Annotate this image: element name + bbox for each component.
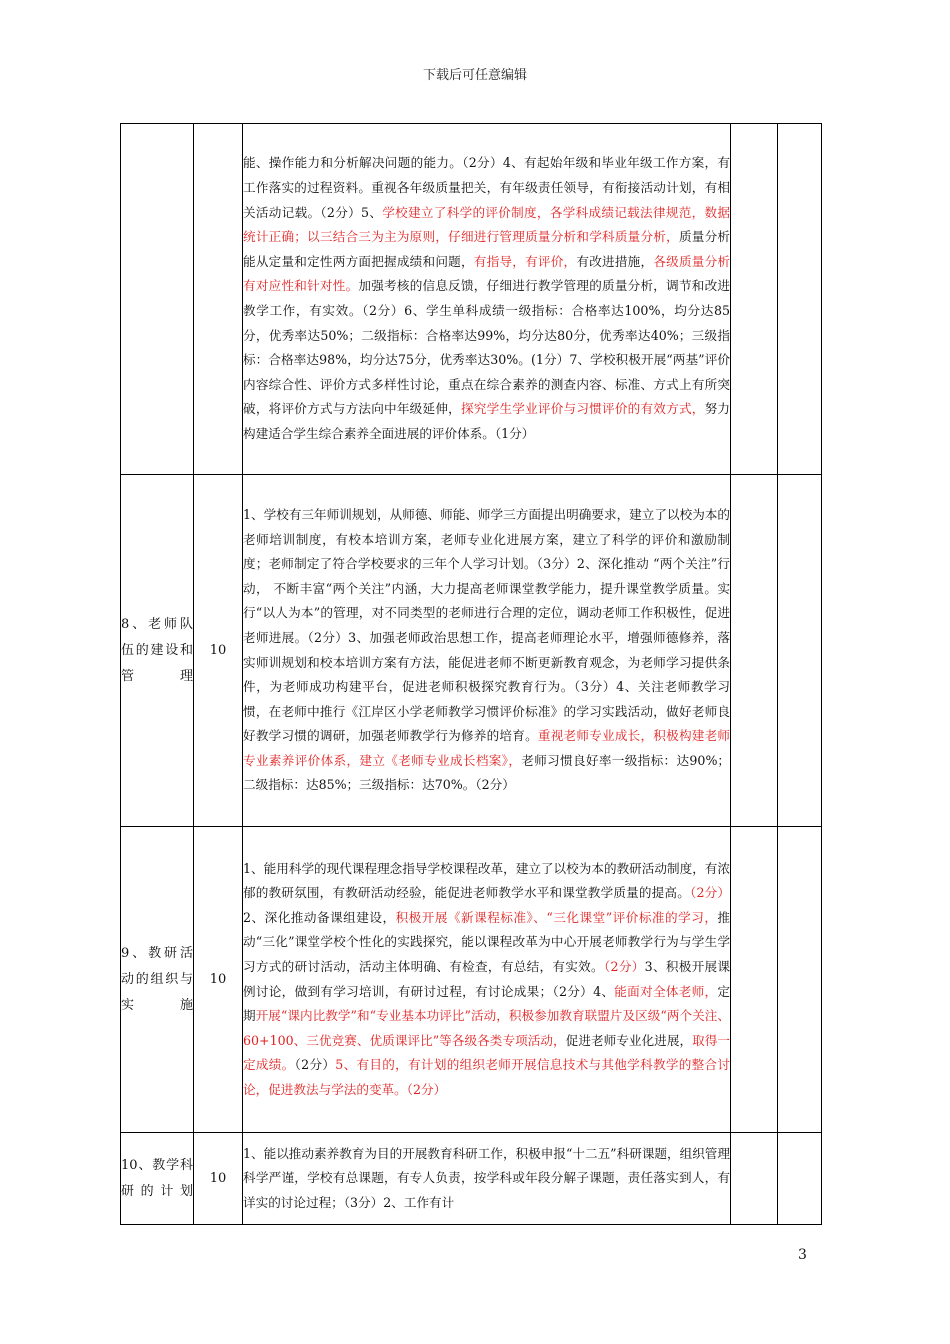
highlighted-text: 探究学生学业评价与习惯评价的有效方式， bbox=[460, 401, 705, 417]
criteria-cell bbox=[243, 1133, 731, 1225]
review-score-cell bbox=[778, 827, 822, 1133]
score-cell: 10 bbox=[194, 827, 243, 1133]
highlighted-text: 5、有目的，有计划的组织老师开展信息技术与其他学科教学的整合讨论，促进教法与学法的变革。（2分） bbox=[243, 1057, 731, 1097]
criteria-text: 加强考核的信息反馈，仔细进行教学管理的质量分析，调节和改进教学工作，有实效。（2分）6、学生单科成绩一级指标：合格率达100%，均分达85分，优秀率达50%；二级指标：合格率达99%，均分达80分，优秀率达40%；三级指标：合格率达98%，均分达75分，优秀率达30%。(1分）7、学校积极开展“两基”评价内容综合性、评价方式多样性讨论，重点在综合素养的测查内容、标准、方式上有所突破，将评价方式与方法向中年级延伸， bbox=[243, 278, 731, 417]
criteria-cell bbox=[243, 124, 731, 475]
page-header: 下载后可任意编辑 bbox=[422, 68, 527, 83]
highlighted-text: 取得一定成绩。 bbox=[243, 1032, 730, 1073]
score-cell: 10 bbox=[194, 1133, 243, 1225]
criteria-cell bbox=[243, 475, 731, 827]
criteria-text: 能、操作能力和分析解决问题的能力。（2分）4、有起始年级和毕业年级工作方案，有工作落实的过程资料。重视各年级质量把关，有年级责任领导，有衔接活动计划，有相关活动记载。（2分）5、 bbox=[243, 155, 730, 220]
table-row bbox=[121, 124, 822, 475]
score-cell bbox=[194, 124, 243, 475]
criteria-cell bbox=[243, 827, 731, 1133]
score-cell: 10 bbox=[194, 475, 243, 827]
highlighted-text: 能面对全体老师， bbox=[614, 983, 718, 999]
criteria-text: 有改进措施， bbox=[576, 253, 654, 269]
criteria-text: 2、深化推动备课组建设， bbox=[243, 909, 396, 925]
highlighted-text: （2分） bbox=[603, 958, 645, 974]
table-row bbox=[121, 1133, 822, 1225]
criteria-text: 3、积极开展课例讨论，做到有学习培训，有研讨过程，有讨论成果；（2分）4、 bbox=[243, 958, 730, 999]
table-row bbox=[121, 475, 822, 827]
criteria-text: （2分） bbox=[294, 1057, 336, 1073]
criteria-text: 1、能用科学的现代课程理念指导学校课程改革，建立了以校为本的教研活动制度，有浓郁的教研氛围，有教研活动经验，能促进老师教学水平和课堂教学质量的提高。 bbox=[243, 860, 730, 901]
highlighted-text: 有指导，有评价， bbox=[473, 253, 577, 269]
criteria-text: 1、学校有三年师训规划，从师德、师能、师学三方面提出明确要求，建立了以校为本的老师培训制度，有校本培训方案，老师专业化进展方案，建立了科学的评价和激励制度；老师制定了符合学校要求的三年个人学习计划。（3分）2、深化推动 “两个关注”行动， 不断丰富“两个关注”内涵，大力提高老师课堂教学能力，提升课堂教学质量。实行“以人为本”的管理，对不同类型的老师进行合理的定位，调动老师工作积极性，促进老师进展。（2分）3、加强老师政治思想工作，提高老师理论水平，增强师德修养，落实师训规划和校本培训方案有方法，能促进老师不断更新教育观念，为老师学习提供条件，为老师成功构建平台，促进老师积极探究教育行为。（3分）4、关注老师教学习惯，在老师中推行《江岸区小学老师教学习惯评价标准》的学习实践活动，做好老师良好教学习惯的调研，加强老师教学行为修养的培育。 bbox=[243, 506, 730, 744]
criteria-text: 1、能以推动素养教育为目的开展教育科研工作，积极申报“十二五”科研课题，组织管理科学严谨，学校有总课题，有专人负责，按学科或年段分解子课题，责任落实到人，有详实的讨论过程；（3分）2、工作有计 bbox=[243, 1145, 730, 1210]
self-score-cell bbox=[731, 1133, 778, 1225]
item-cell: 8、老师队伍的建设和管理 bbox=[121, 475, 194, 827]
table-row bbox=[121, 827, 822, 1133]
highlighted-text: 学校建立了科学的评价制度，各学科成绩记载法律规范，数据统计正确；以三结合三为主为原则，仔细进行管理质量分析和学科质量分析， bbox=[243, 204, 730, 245]
item-cell: 9、教研活动的组织与实施 bbox=[121, 827, 194, 1133]
item-cell: 10、教学科研的计划 bbox=[121, 1133, 194, 1225]
review-score-cell bbox=[778, 124, 822, 475]
criteria-text: 推动“三化”课堂学校个性化的实践探究，能以课程改革为中心开展老师教学行为与学生学习方式的研讨活动，活动主体明确、有检查，有总结，有实效。 bbox=[243, 909, 731, 974]
highlighted-text: 重视老师专业成长，积极构建老师专业素养评价体系，建立《老师专业成长档案》， bbox=[243, 728, 731, 768]
self-score-cell bbox=[731, 827, 778, 1133]
criteria-text: 老师习惯良好率一级指标：达90%；二级指标：达85%；三级指标：达70%。（2分） bbox=[243, 752, 730, 793]
criteria-text: 质量分析能从定量和定性两方面把握成绩和问题， bbox=[243, 229, 731, 269]
criteria-text: 定期 bbox=[243, 983, 731, 1024]
review-score-cell bbox=[778, 475, 822, 827]
criteria-text: 努力构建适合学生综合素养全面进展的评价体系。（1分） bbox=[243, 401, 731, 441]
self-score-cell bbox=[731, 475, 778, 827]
self-score-cell bbox=[731, 124, 778, 475]
highlighted-text: （2分） bbox=[689, 885, 731, 901]
evaluation-table bbox=[120, 123, 822, 1225]
item-cell bbox=[121, 124, 194, 475]
highlighted-text: 各级质量分析有对应性和针对性。 bbox=[243, 253, 731, 294]
page-number: 3 bbox=[798, 1247, 807, 1263]
review-score-cell bbox=[778, 1133, 822, 1225]
highlighted-text: 开展“课内比教学”和“专业基本功评比”活动，积极参加教育联盟片及区级“两个关注、60+100、三优竞赛、优质课评比”等各级各类专项活动， bbox=[243, 1008, 730, 1048]
highlighted-text: 积极开展《新课程标准》、“三化课堂”评价标准的学习， bbox=[395, 909, 718, 925]
criteria-text: 促进老师专业化进展， bbox=[565, 1032, 693, 1048]
